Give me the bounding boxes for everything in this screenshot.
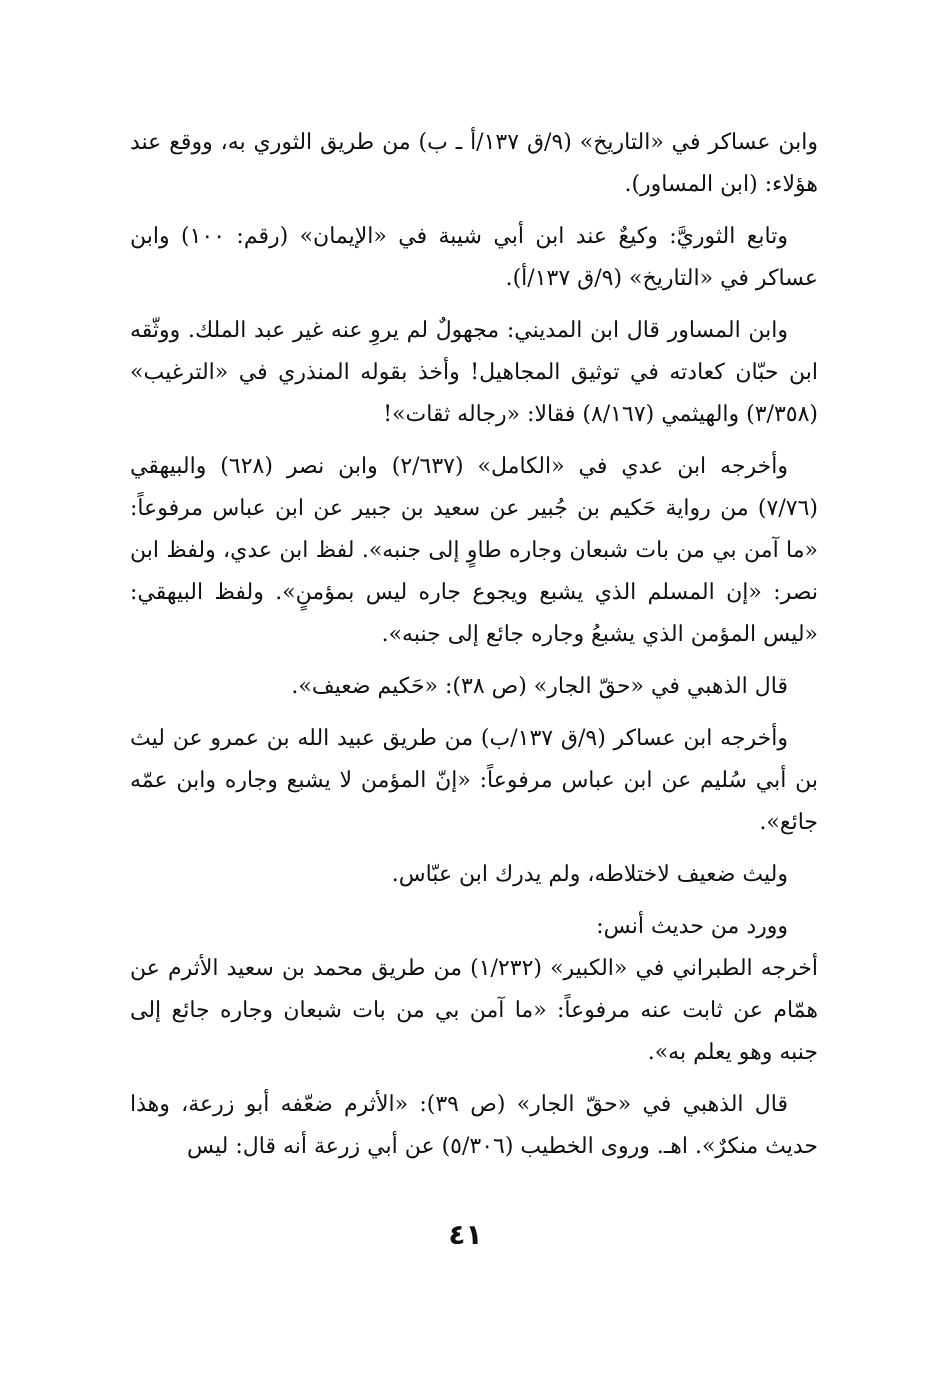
page-number: ٤١	[448, 1218, 483, 1251]
paragraph-ibn-al-musawir: وابن المساور قال ابن المديني: مجهولٌ لم يروِ عنه غير عبد الملك. ووثّقه ابن حبّان كعادته في توثيق المجاهيل! وأخذ بقوله المنذري في «الترغيب» (٣/٣٥٨) والهيثمي (٨/١٦٧) فقالا: «رجاله ثقات»!	[130, 318, 818, 427]
paragraph-ibn-asakir-layth: وأخرجه ابن عساكر (٩/ق ١٣٧/ب) من طريق عبيد الله بن عمرو عن ليث بن أبي سُليم عن ابن عباس مرفوعاً: «إنّ المؤمن لا يشبع وجاره وابن عمّه جائع».	[130, 726, 818, 835]
paragraph-tabarani-kabir: أخرجه الطبراني في «الكبير» (١/٢٣٢) من طريق محمد بن سعيد الأثرم عن همّام عن ثابت عنه مرفوعاً: «ما آمن بي من بات شبعان وجاره جائع إلى جنبه وهو يعلم به».	[130, 956, 818, 1065]
page-body	[130, 122, 818, 1178]
paragraph-anas-hadith: وورد من حديث أنس:	[596, 914, 788, 939]
paragraph-ibn-asakir-thawri: وابن عساكر في «التاريخ» (٩/ق ١٣٧/أ ـ ب) من طريق الثوري به، ووقع عند هؤلاء: (ابن المساور).	[130, 130, 819, 197]
paragraph-ibn-adi-kamil: وأخرجه ابن عدي في «الكامل» (٢/٦٣٧) وابن نصر (٦٢٨) والبيهقي (٧/٧٦) من رواية حَكيم بن جُبير عن سعيد بن جبير عن ابن عباس مرفوعاً: «ما آمن بي من بات شبعان وجاره طاوٍ إلى جنبه». لفظ ابن عدي، ولفظ ابن نصر: «إن المسلم الذي يشبع ويجوع جاره ليس بمؤمنٍ». ولفظ البيهقي: «ليس المؤمن الذي يشبعُ وجاره جائع إلى جنبه».	[130, 454, 818, 647]
paragraph-dhahabi-athram: قال الذهبي في «حقّ الجار» (ص ٣٩): «الأثرم ضعّفه أبو زرعة، وهذا حديث منكرٌ». اهـ. وروى الخطيب (٥/٣٠٦) عن أبي زرعة أنه قال: ليس	[130, 1092, 818, 1159]
paragraph-layth-weak: وليث ضعيف لاختلاطه، ولم يدرك ابن عبّاس.	[391, 862, 788, 887]
paragraph-dhahabi-hakim: قال الذهبي في «حقّ الجار» (ص ٣٨): «حَكيم ضعيف».	[291, 674, 788, 699]
paragraph-waki-follow-up: وتابع الثوريَّ: وكيعٌ عند ابن أبي شيبة في «الإيمان» (رقم: ١٠٠) وابن عساكر في «التاريخ» (٩/ق ١٣٧/أ).	[130, 224, 818, 291]
